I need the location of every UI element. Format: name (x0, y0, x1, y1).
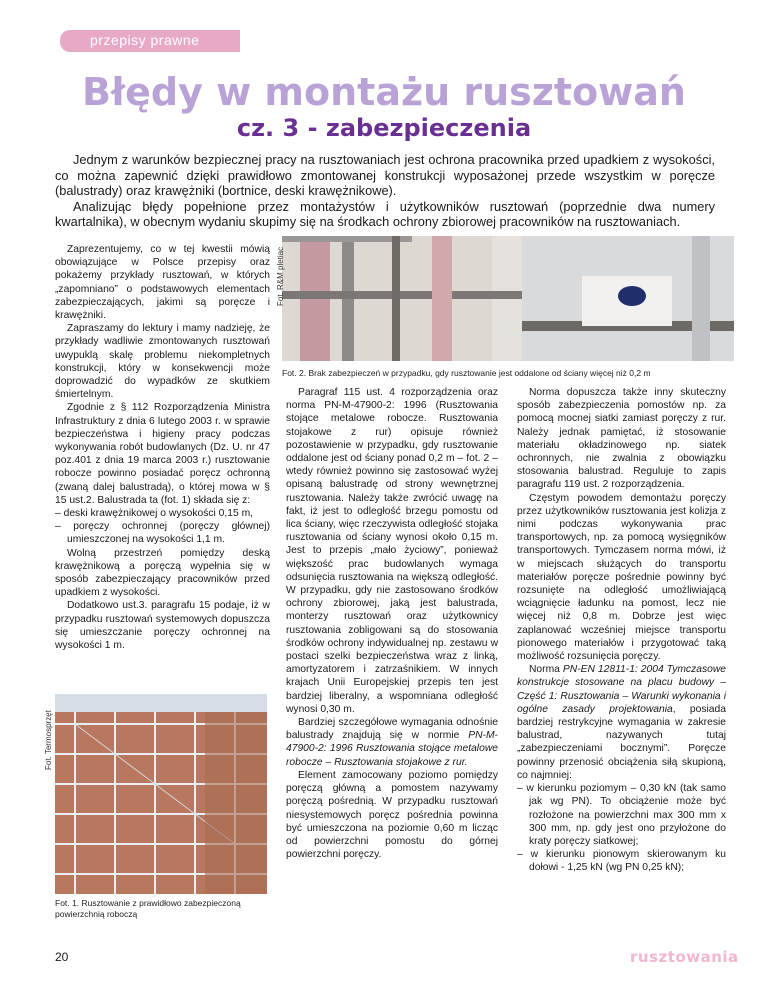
col1-p3: Zgodnie z § 112 Rozporządzenia Ministra Infrastruktury z dnia 6 lutego 2003 r. w sprawie bezpieczeństwa i higieny pracy podczas wykonywania robót budowlanych (Dz. U. nr 47 poz.401 z dnia 19 marca 2003 r.) rusztowanie robocze powinno posiadać poręcz ochronną (zwaną dalej balustradą), o której mowa w § 15 ust.2. Balustrada ta (fot. 1) składa się z: (55, 402, 270, 506)
col3-dash2: – w kierunku pionowym skierowanym ku dołowi - 1,25 kN (wg PN 0,25 kN); (517, 849, 726, 874)
col3-p3-c: , posiada bardziej restrykcyjne wymagania w zakresie balustrad, nazywanych tutaj „zabezpieczeniami bocznymi”. Poręcze powinny przenosić obciążenia siłą skupioną, co najmniej: (517, 703, 726, 781)
column-2 (286, 386, 498, 861)
col1-p5: Dodatkowo ust.3. paragrafu 15 podaje, iż w przypadku rusztowań systemowych dopuszcza się umieszczanie poręczy ochronnej na wysokości 1 m. (55, 600, 270, 652)
section-label: przepisy prawne (90, 32, 200, 48)
fot2-caption: Fot. 2. Brak zabezpieczeń w przypadku, gdy rusztowanie jest oddalone od ściany więcej niż 0,2 m (282, 368, 651, 378)
col3-p1: Norma dopuszcza także inny skuteczny sposób zabezpieczenia pomostów np. za pomocą mocnej siatki zamiast poręczy z rur. Należy jednak pamiętać, iż stosowanie materiału okładzinowego np. siatek ochronnych, nie zwalnia z obowiązku stosowania balustrad. Reguluje to zapis paragrafu 119 ust. 2 rozporządzenia. (517, 387, 726, 491)
column-3 (517, 386, 726, 875)
col2-p2-text: Bardziej szczegółowe wymagania odnośnie balustrady znajdują się w normie (286, 717, 498, 742)
col3-dash1: – w kierunku poziomym – 0,30 kN (tak samo jak wg PN). To obciążenie może być rozłożone na powierzchni max 300 mm x 300 mm, np. gdy jest ono przyłożone do kraty poręczy siatkowej; (517, 783, 726, 847)
fot1-credit: Fot. Termosprzęt (44, 710, 53, 770)
lead-p1: Jednym z warunków bezpiecznej pracy na rusztowaniach jest ochrona pracownika przed upadkiem z wysokości, co można zapewnić dzięki prawidłowo zmontowanej konstrukcji wyposażonej przede wszystkim w poręcze (balustrady) oraz krawężniki (bortnice, deski krawężnikowe). (55, 152, 715, 198)
article-title: Błędy w montażu rusztowań (82, 70, 686, 114)
col3-p2: Częstym powodem demontażu poręczy przez użytkowników rusztowania jest kolizja z nimi podczas wykonywania prac transportowych, np. za pomocą wysięgników transportowych. Tymczasem norma mówi, iż w miejscach służących do transportu materiałów poręcze pośrednie powinny być rozsunięte na odległość umożliwiającą wciągnięcie ładunku na pomost, lecz nie więcej niż 0,8 m. Dobrze jest więc zaplanować wcześniej miejsce transportu pionowego materiałów i przygotować taką możliwość rozsunięcia poręczy. (517, 492, 726, 663)
col1-p2: Zapraszamy do lektury i mamy nadzieję, że przykłady wadliwie zmontowanych rusztowań uwypuklą skalę problemu niekompletnych konstrukcji, który w konsekwencji może doprowadzić do wypadków ze skutkiem śmiertelnym. (55, 323, 270, 401)
col2-p1: Paragraf 115 ust. 4 rozporządzenia oraz norma PN-M-47900-2: 1996 (Rusztowania stojące metalowe robocze. Rusztowania stojakowe z rur) opisuje również pozostawienie w przypadku, gdy rusztowanie oddalone jest od ściany ponad 0,2 m – fot. 2 – wtedy również powinno się zastosować wyżej opisaną balustradę od strony wewnętrznej rusztowania. Należy także zwrócić uwagę na fakt, iż jest to odległość brzegu pomostu od lica ściany, więc rzeczywista odległość stojaka rusztowania od ściany wynosi około 0,15 m. Jest to przepis „mało życiowy”, ponieważ większość prac budowlanych wymaga odsunięcia rusztowania na większą odległość. W przypadku, gdy nie zastosowano środków ochrony zbiorowej, jaką jest balustrada, monterzy rusztowań oraz użytkownicy rusztowania zobligowani są do stosowania środków ochrony indywidualnej np. zestawu w postaci szelki bezpieczeństwa wraz z linką, amortyzatorem i zatrzaśnikiem. W innych krajach Unii Europejskiej przepis ten jest bardziej liberalny, a wspomniana odległość wynosi 0,30 m. (286, 387, 498, 715)
col1-p1: Zaprezentujemy, co w tej kwestii mówią obowiązujące w Polsce przepisy oraz pokażemy przykłady rusztowań, w których „zapomniano” o podstawowych elementach zabezpieczających, jakimi są poręcze i krawężniki. (55, 244, 270, 322)
col3-p3 (517, 663, 726, 782)
col1-p4: Wolną przestrzeń pomiędzy deską krawężnikową a poręczą wypełnia się w sposób zabezpieczający pracowników przed upadkiem z wysokości. (55, 547, 270, 599)
col1-dash1: – deski krawężnikowej o wysokości 0,15 m, (55, 508, 254, 520)
col3-p3-a: Norma (529, 664, 563, 676)
fot2-credit: Fot. R&M pletiac (276, 246, 285, 306)
fot1-caption: Fot. 1. Rusztowanie z prawidłowo zabezpieczoną powierzchnią roboczą (55, 898, 241, 919)
photo-fot1 (55, 694, 267, 894)
article-subtitle: cz. 3 - zabezpieczenia (236, 114, 532, 142)
col2-p2-norm: PN-M-47900-2: 1996 Rusztowania stojące metalowe robocze – Rusztowania stojakowe z rur. (286, 730, 498, 768)
photo-fot2 (282, 236, 734, 361)
column-1 (55, 243, 270, 652)
col3-p3-norm: PN-EN 12811-1: 2004 Tymczasowe konstrukcje stosowane na placu budowy – Część 1: Rusztowania – Warunki wykonania i ogólne zasady projektowania (517, 664, 726, 715)
col2-p3: Element zamocowany poziomo pomiędzy poręczą główną a pomostem nazywamy poręczą pośrednią. W przypadku rusztowań niesystemowych poręcz pośrednia powinna być umieszczona na poziomie 0,60 m licząc od powierzchni pomostu do górnej powierzchni poręczy. (286, 769, 498, 861)
section-tab (60, 30, 240, 52)
lead-paragraph (55, 152, 715, 230)
magazine-logo: rusztowania (630, 948, 739, 966)
col1-dash2: – poręczy ochronnej (poręczy głównej) umieszczonej na wysokości 1,1 m. (55, 521, 270, 546)
col2-p2 (286, 716, 498, 769)
page-number: 20 (55, 950, 69, 964)
lead-p2: Analizując błędy popełnione przez montażystów i użytkowników rusztowań (poprzednie dwa numery kwartalnika), w obecnym wydaniu skupimy się na środkach ochrony zbiorowej pracowników na rusztowaniach. (55, 198, 715, 229)
